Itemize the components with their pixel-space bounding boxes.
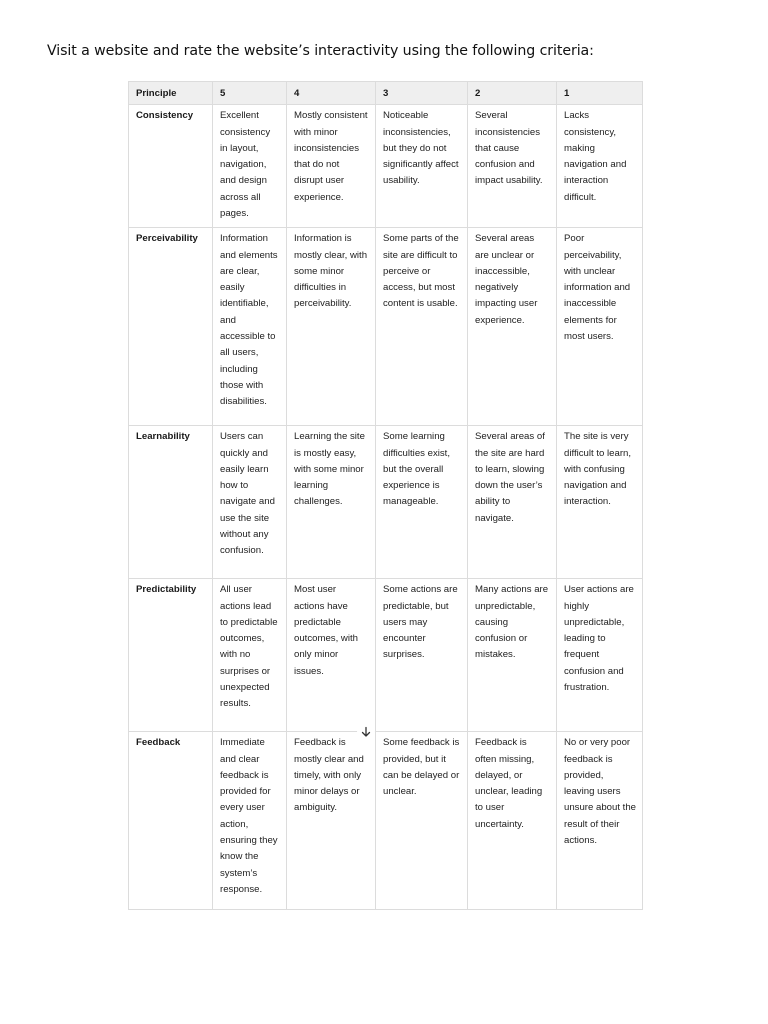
cell-learnability-2: Several areas of the site are hard to learn, slowing down the user’s ability to navigate. [468,426,557,579]
cell-feedback-5: Immediate and clear feedback is provided for every user action, ensuring they know the system’s response. [213,732,287,910]
cell-predictability-2: Many actions are unpredictable, causing confusion or mistakes. [468,579,557,732]
cell-predictability-1: User actions are highly unpredictable, leading to frequent confusion and frustration. [557,579,643,732]
cell-feedback-2: Feedback is often missing, delayed, or unclear, leading to user uncertainty. [468,732,557,910]
cell-consistency-5: Excellent consistency in layout, navigation, and design across all pages. [213,105,287,228]
principle-perceivability: Perceivability [129,228,213,426]
rubric-table-wrapper [128,81,642,910]
cell-consistency-2: Several inconsistencies that cause confusion and impact usability. [468,105,557,228]
rubric-row-feedback [129,732,643,910]
cell-consistency-3: Noticeable inconsistencies, but they do not significantly affect usability. [376,105,468,228]
rubric-row-consistency [129,105,643,228]
cell-predictability-4: Most user actions have predictable outcomes, with only minor issues. [287,579,376,732]
cell-learnability-3: Some learning difficulties exist, but the overall experience is manageable. [376,426,468,579]
principle-predictability: Predictability [129,579,213,732]
cell-feedback-4: Feedback is mostly clear and timely, with only minor delays or ambiguity. [287,732,376,910]
cell-learnability-5: Users can quickly and easily learn how to navigate and use the site without any confusion. [213,426,287,579]
header-score-3: 3 [376,82,468,105]
principle-feedback: Feedback [129,732,213,910]
cell-perceivability-2: Several areas are unclear or inaccessible, negatively impacting user experience. [468,228,557,426]
cell-predictability-5: All user actions lead to predictable outcomes, with no surprises or unexpected results. [213,579,287,732]
principle-consistency: Consistency [129,105,213,228]
cell-consistency-4: Mostly consistent with minor inconsistencies that do not disrupt user experience. [287,105,376,228]
rubric-row-predictability [129,579,643,732]
header-score-4: 4 [287,82,376,105]
rubric-table [128,81,643,910]
header-score-1: 1 [557,82,643,105]
cell-perceivability-1: Poor perceivability, with unclear information and inaccessible elements for most users. [557,228,643,426]
rubric-row-perceivability [129,228,643,426]
cell-feedback-3: Some feedback is provided, but it can be delayed or unclear. [376,732,468,910]
cell-feedback-1: No or very poor feedback is provided, leaving users unsure about the result of their actions. [557,732,643,910]
rubric-row-learnability [129,426,643,579]
header-score-5: 5 [213,82,287,105]
header-principle: Principle [129,82,213,105]
cell-learnability-1: The site is very difficult to learn, with confusing navigation and interaction. [557,426,643,579]
header-score-2: 2 [468,82,557,105]
cell-consistency-1: Lacks consistency, making navigation and interaction difficult. [557,105,643,228]
arrow-down-icon[interactable] [357,723,375,741]
cell-predictability-3: Some actions are predictable, but users may encounter surprises. [376,579,468,732]
principle-learnability: Learnability [129,426,213,579]
page-instruction: Visit a website and rate the website’s interactivity using the following criteria: [47,43,594,59]
cell-perceivability-3: Some parts of the site are difficult to perceive or access, but most content is usable. [376,228,468,426]
cell-perceivability-5: Information and elements are clear, easily identifiable, and accessible to all users, including those with disabilities. [213,228,287,426]
cell-learnability-4: Learning the site is mostly easy, with some minor learning challenges. [287,426,376,579]
cell-perceivability-4: Information is mostly clear, with some minor difficulties in perceivability. [287,228,376,426]
rubric-header-row [129,82,643,105]
